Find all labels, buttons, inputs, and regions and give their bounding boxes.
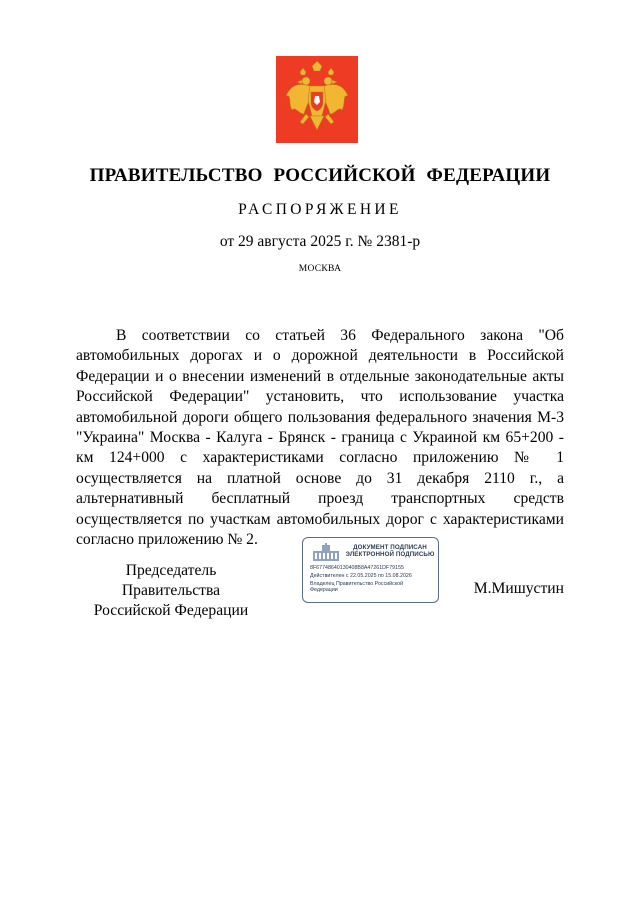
order-paragraph: В соответствии со статьей 36 Федерального закона "Об автомобильных дорогах и о дорожной деятельности в Российской Федерации и о внесении изменений в отдельные законодательные акты Российской Федерации" установить, что использование участка автомобильной дороги общего пользования федерального значения М-3 "Украина" Москва - Калуга - Брянск - граница с Украиной км 65+200 - км 124+000 с характеристиками согласно приложению № 1 осуществляется на платной основе до 31 декабря 2110 г., а альтернативный бесплатный проезд транспортных средств осуществляется по участкам автомобильных дорог с характеристиками согласно приложению № 2. <box>76 327 564 549</box>
stamp-heading: ДОКУМЕНТ ПОДПИСАН ЭЛЕКТРОННОЙ ПОДПИСЬЮ <box>345 544 435 559</box>
stamp-owner: Владелец Правительство Российской Федерации <box>310 581 404 594</box>
coat-of-arms-icon <box>276 56 358 143</box>
signatory-position <box>76 561 266 621</box>
stamp-validity: Действителен с 22.05.2025 по 15.08.2026 <box>310 573 412 579</box>
signatory-name: М.Мишустин <box>473 580 564 597</box>
document-type: РАСПОРЯЖЕНИЕ <box>238 201 402 218</box>
document-date-number: от 29 августа 2025 г. № 2381-р <box>219 233 421 250</box>
stamp-certificate: 8F67748640130408B8A47261DF79155 <box>310 565 404 571</box>
signatory-position-line1: Председатель Правительства <box>121 562 221 599</box>
electronic-signature-stamp <box>302 537 439 603</box>
document-city: МОСКВА <box>298 264 342 274</box>
issuer-title: ПРАВИТЕЛЬСТВО РОССИЙСКОЙ ФЕДЕРАЦИИ <box>89 165 551 186</box>
signatory-position-line2: Российской Федерации <box>93 602 249 619</box>
government-building-icon <box>311 543 341 563</box>
